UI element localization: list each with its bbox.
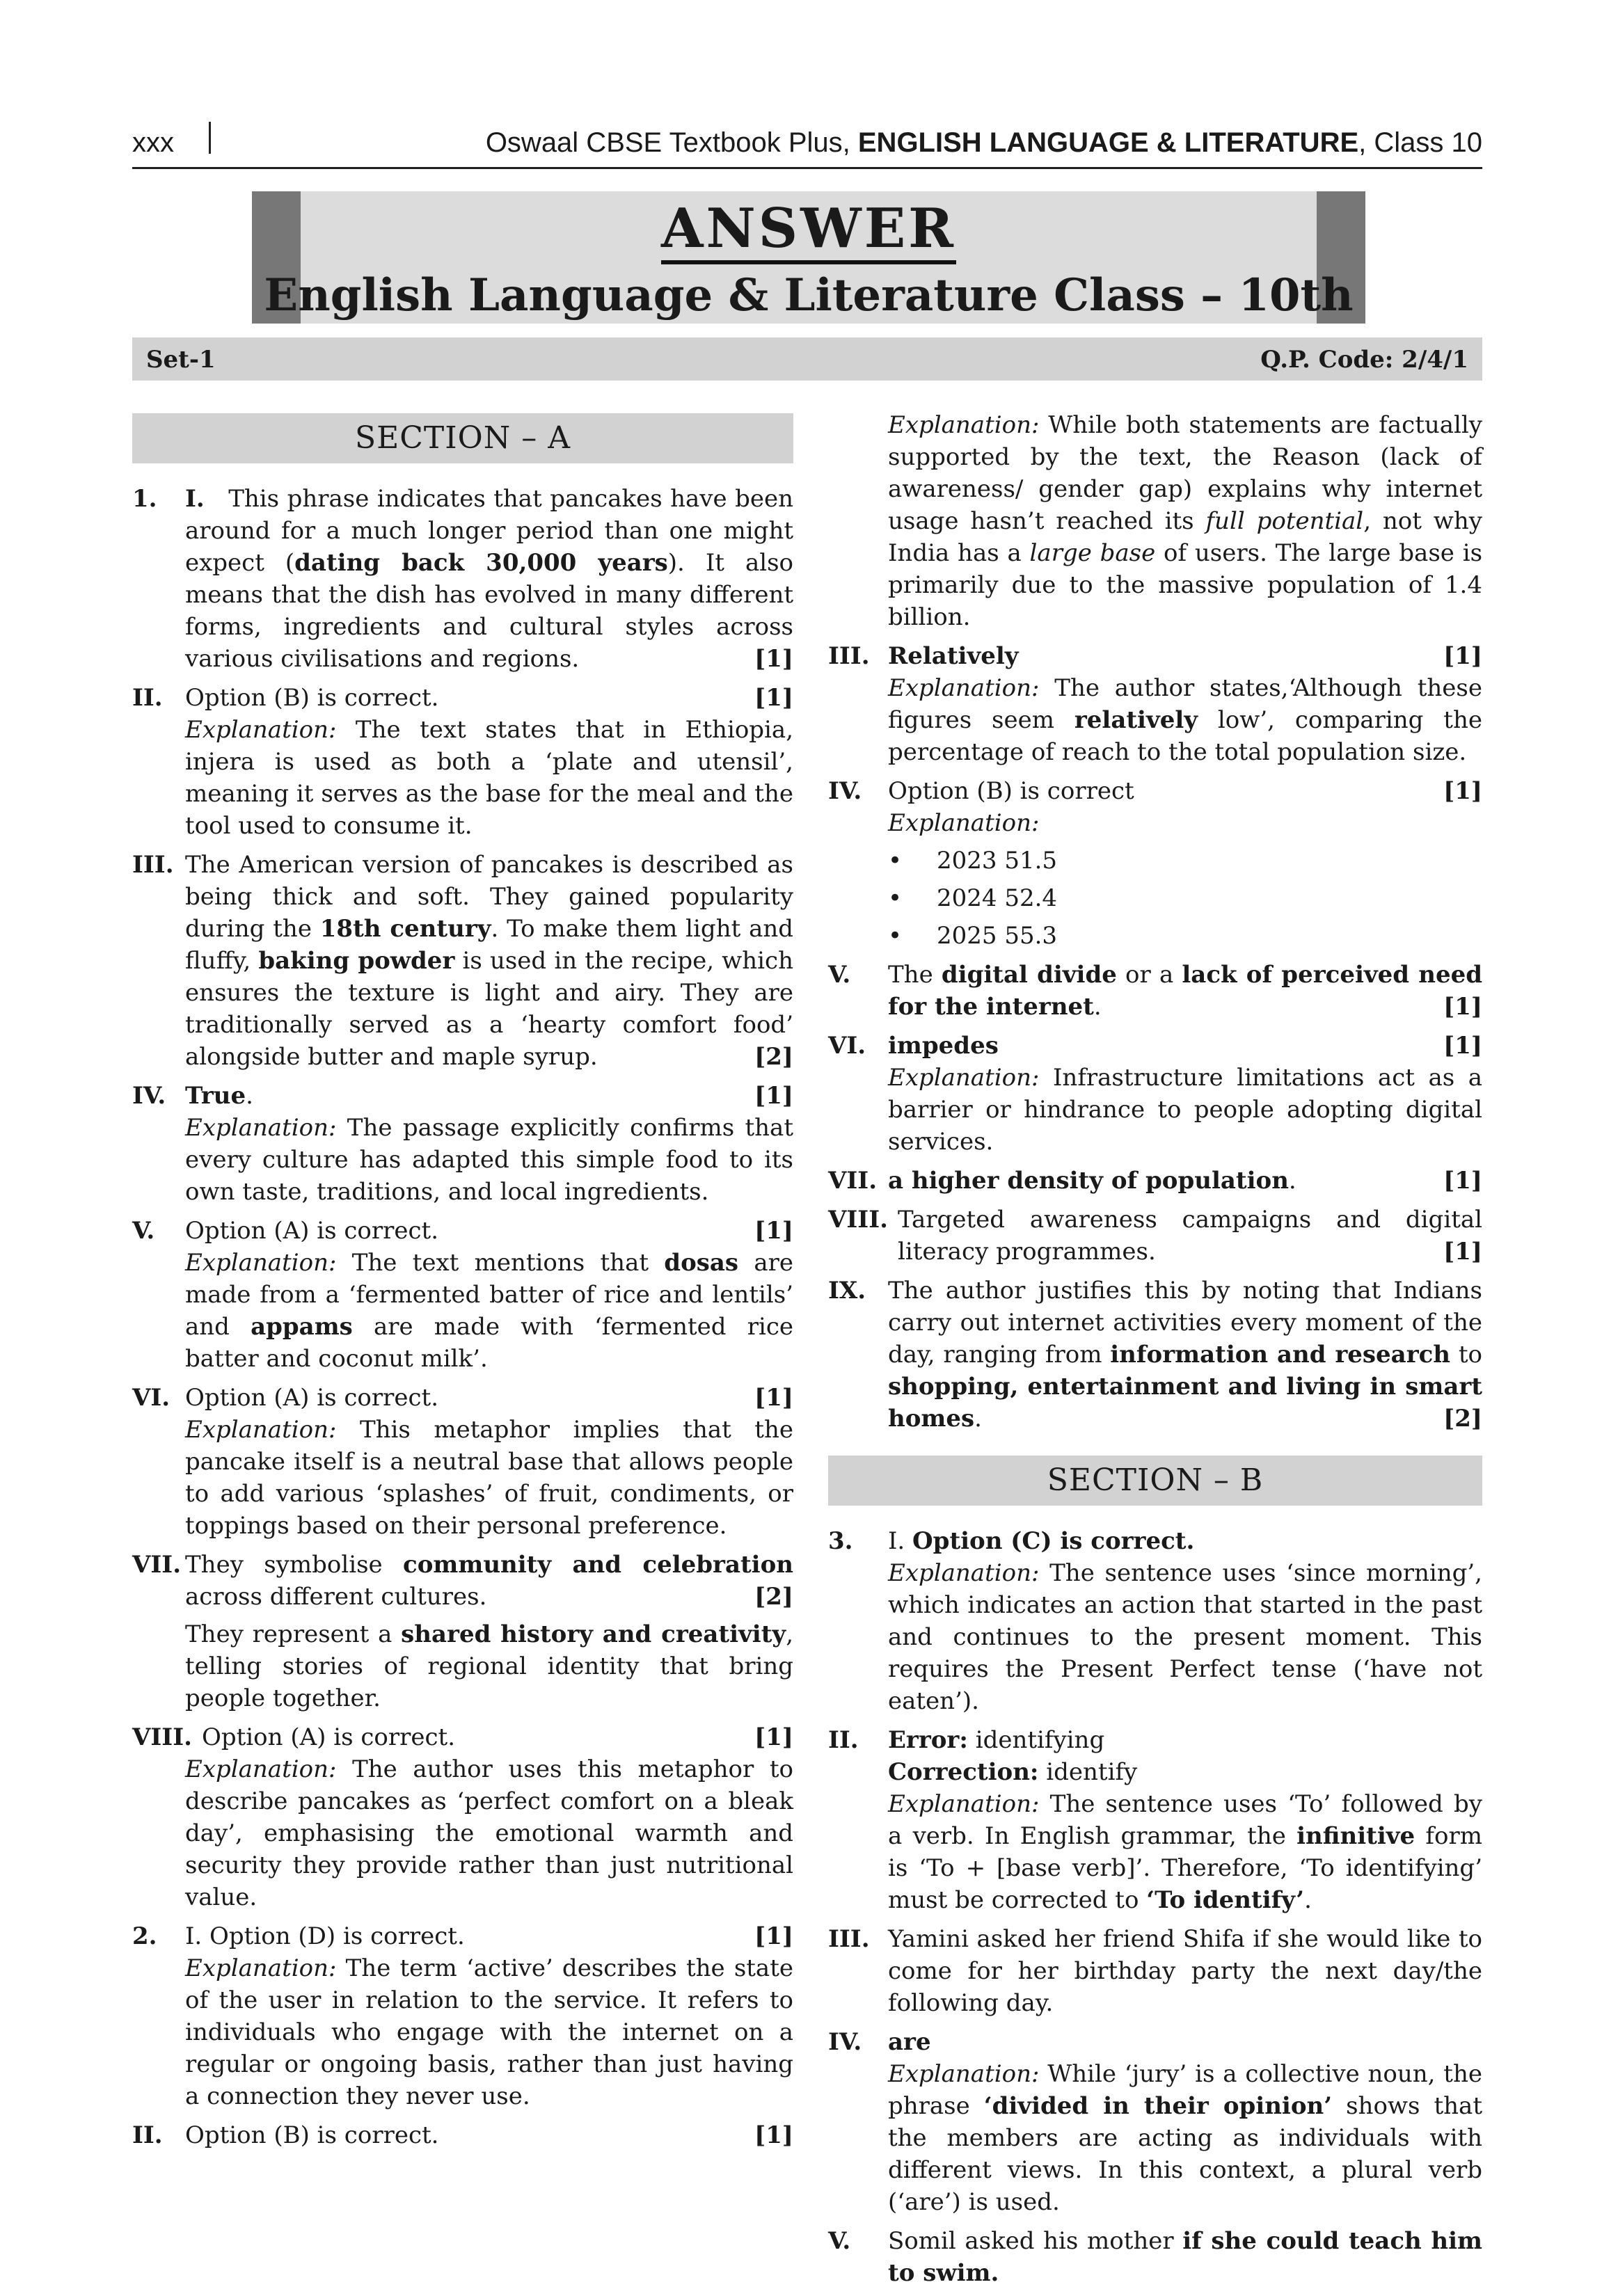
answer-1-i: 1. I. This phrase indicates that pancakes have been around for a much longer period than one might expect (dating back 30,000 years). It also means that the dish has evolved in many different forms, ingredients and cultural styles across various civilisations and regions. [1] [132,485,794,673]
answer-1-vii: VII. They symbolise community and celebration across different cultures. [2] They represent a shared history and creativity, telling stories of regional identity that bring people together. [132,1551,793,1712]
answer-1-iii: III. The American version of pancakes is described as being thick and soft. They gained popularity during the 18th century. To make them light and fluffy, baking powder is used in the recipe, which ensures the texture is light and airy. They are traditionally served as a ‘hearty comfort food’ alongside butter and maple syrup. [2] [132,851,793,1071]
page-number: xxx [132,127,174,158]
answer-banner [252,191,1365,324]
answer-2-ix: IX. The author justifies this by noting that Indians carry out internet activities every moment of the day, ranging from information and research to shopping, entertainment and living in smart homes. [2] [828,1277,1482,1433]
list-item: • 2023 51.5 [888,845,1482,877]
answer-2-i: 2. I. Option (D) is correct. [1] Explanation: The term ‘active’ describes the state of the user in relation to the service. It refers to individuals who engage with the internet on a regular or ongoing basis, rather than just having a connection they never use. [132,1922,793,2110]
answer-1-iv: IV. True. [1] Explanation: The passage explicitly confirms that every culture has adapted this simple food to its own taste, traditions, and local ingredients. [132,1082,793,1206]
section-b-heading: SECTION – B [828,1456,1482,1506]
answer-3-v: V. Somil asked his mother if she could teach him to swim. [828,2227,1482,2287]
answer-1-ii: II. Option (B) is correct. [1] Explanation: The text states that in Ethiopia, injera is used as both a ‘plate and utensil’, meaning it serves as the base for the meal and the tool used to consume it. [132,684,793,840]
answer-1-viii: VIII. Option (A) is correct. [1] Explanation: The author uses this metaphor to describe pancakes as ‘perfect comfort on a bleak day’, emphasising the emotional warmth and security they provide rather than just nutritional value. [132,1723,793,1911]
answer-2-viii: VIII. Targeted awareness campaigns and digital literacy programmes. [1] [828,1206,1482,1266]
answer-3-i: 3. I. Option (C) is correct. Explanation: The sentence uses ‘since morning’, which indicates an action that started in the past and continues to the present moment. This requires the Present Perfect tense (‘have not eaten’). [828,1527,1482,1715]
banner-subtitle: English Language & Literature Class – 10th [264,269,1354,321]
answer-2-iv: IV. Option (B) is correct [1] Explanation: • 2023 51.5 • 2024 52.4 • 2025 55.3 [828,775,1482,952]
answer-2-vi: VI. impedes [1] Explanation: Infrastructure limitations act as a barrier or hindrance to people adopting digital services. [828,1032,1482,1156]
answer-3-iii: III. Yamini asked her friend Shifa if she would like to come for her birthday party the next day/the following day. [828,1925,1482,2017]
answer-3-ii: II. Error: identifying Correction: identify Explanation: The sentence uses ‘To’ followed by a verb. In English grammar, the infinitive form is ‘To + [base verb]’. Therefore, ‘To identifying’ must be corrected to ‘To identify’. [828,1726,1482,1914]
set-label: Set-1 [146,346,216,374]
answer-1-vi: VI. Option (A) is correct. [1] Explanation: This metaphor implies that the pancake itself is a neutral base that allows people to add various ‘splashes’ of fruit, condiments, or toppings based on their personal preference. [132,1384,793,1540]
list-item: • 2024 52.4 [888,882,1482,914]
list-item: • 2025 55.3 [888,920,1482,952]
left-column [132,404,793,2158]
banner-title: ANSWER [661,197,956,264]
answer-2-ii-explanation: Explanation: While both statements are factually supported by the text, the Reason (lack of awareness/ gender gap) explains why internet usage hasn’t reached its full potential, not why India has a large base of users. The large base is primarily due to the massive population of 1.4 billion. [888,411,1483,631]
right-column [828,409,1482,2296]
answer-2-vii: VII. a higher density of population. [1] [828,1167,1482,1195]
qp-code: Q.P. Code: 2/4/1 [1260,346,1468,374]
page-header [132,122,1482,169]
answer-1-v: V. Option (A) is correct. [1] Explanation: The text mentions that dosas are made from a ‘fermented batter of rice and lentils’ and appams are made with ‘fermented rice batter and coconut milk’. [132,1217,794,1373]
set-bar [132,337,1482,381]
answer-3-iv: IV. are Explanation: While ‘jury’ is a collective noun, the phrase ‘divided in their opinion’ shows that the members are acting as individuals with different views. In this context, a plural verb (‘are’) is used. [828,2028,1482,2216]
section-a-heading: SECTION – A [132,413,793,463]
answer-2-v: V. The digital divide or a lack of perceived need for the internet. [1] [828,961,1482,1021]
book-title: Oswaal CBSE Textbook Plus, ENGLISH LANGUAGE & LITERATURE, Class 10 [485,127,1482,158]
answer-2-iii: III. Relatively [1] Explanation: The author states,‘Although these figures seem relatively low’, comparing the percentage of reach to the total population size. [828,642,1482,766]
header-bracket [202,122,211,154]
answer-2-ii: II. Option (B) is correct. [1] [132,2121,793,2149]
